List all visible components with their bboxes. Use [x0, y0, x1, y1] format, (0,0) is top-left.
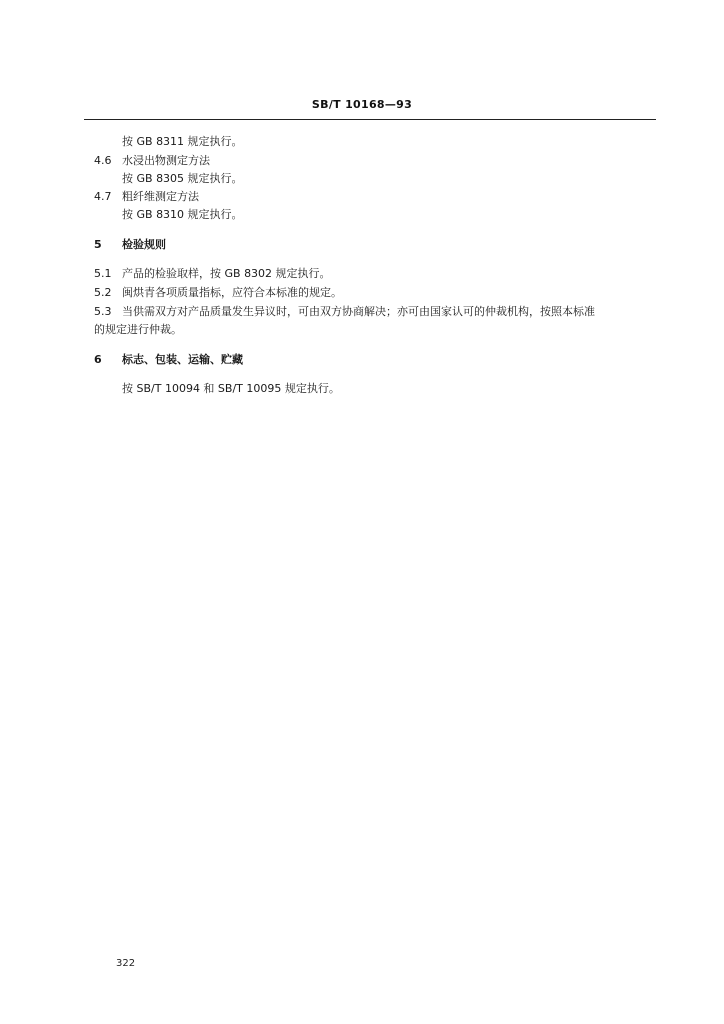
clause-number: 5.2: [94, 286, 112, 299]
clause-5-2: [94, 286, 342, 300]
section-number: 4.6: [94, 154, 112, 167]
text-line-gb8305: 按 GB 8305 规定执行。: [122, 172, 243, 185]
clause-number: 5.3: [94, 305, 112, 318]
header-rule: [84, 119, 656, 120]
text-line-gb8310: 按 GB 8310 规定执行。: [122, 208, 243, 221]
clause-text: 产品的检验取样，按 GB 8302 规定执行。: [122, 267, 331, 280]
section-number: 6: [94, 353, 102, 366]
clause-text: 当供需双方对产品质量发生异议时，可由双方协商解决；亦可由国家认可的仲裁机构，按照本标准: [122, 305, 595, 318]
clause-text: 闽烘青各项质量指标，应符合本标准的规定。: [122, 286, 342, 299]
page-number: 322: [116, 958, 136, 969]
section-title: 检验规则: [122, 238, 166, 251]
section-title: 粗纤维测定方法: [122, 190, 199, 203]
section-5-heading: [94, 238, 166, 252]
clause-5-3: [94, 305, 595, 319]
section-number: 5: [94, 238, 102, 251]
section-number: 4.7: [94, 190, 112, 203]
section-4-6-heading: [94, 154, 210, 168]
section-title: 水浸出物测定方法: [122, 154, 210, 167]
clause-5-1: [94, 267, 331, 281]
section-6-heading: [94, 353, 243, 367]
section-4-7-heading: [94, 190, 199, 204]
text-line-sbt10094: 按 SB/T 10094 和 SB/T 10095 规定执行。: [122, 382, 340, 395]
text-line-gb8311: 按 GB 8311 规定执行。: [122, 135, 243, 148]
standard-code-header: SB/T 10168—93: [311, 98, 413, 111]
clause-5-3-continuation: 的规定进行仲裁。: [94, 323, 182, 336]
clause-number: 5.1: [94, 267, 112, 280]
section-title: 标志、包装、运输、贮藏: [122, 353, 243, 366]
